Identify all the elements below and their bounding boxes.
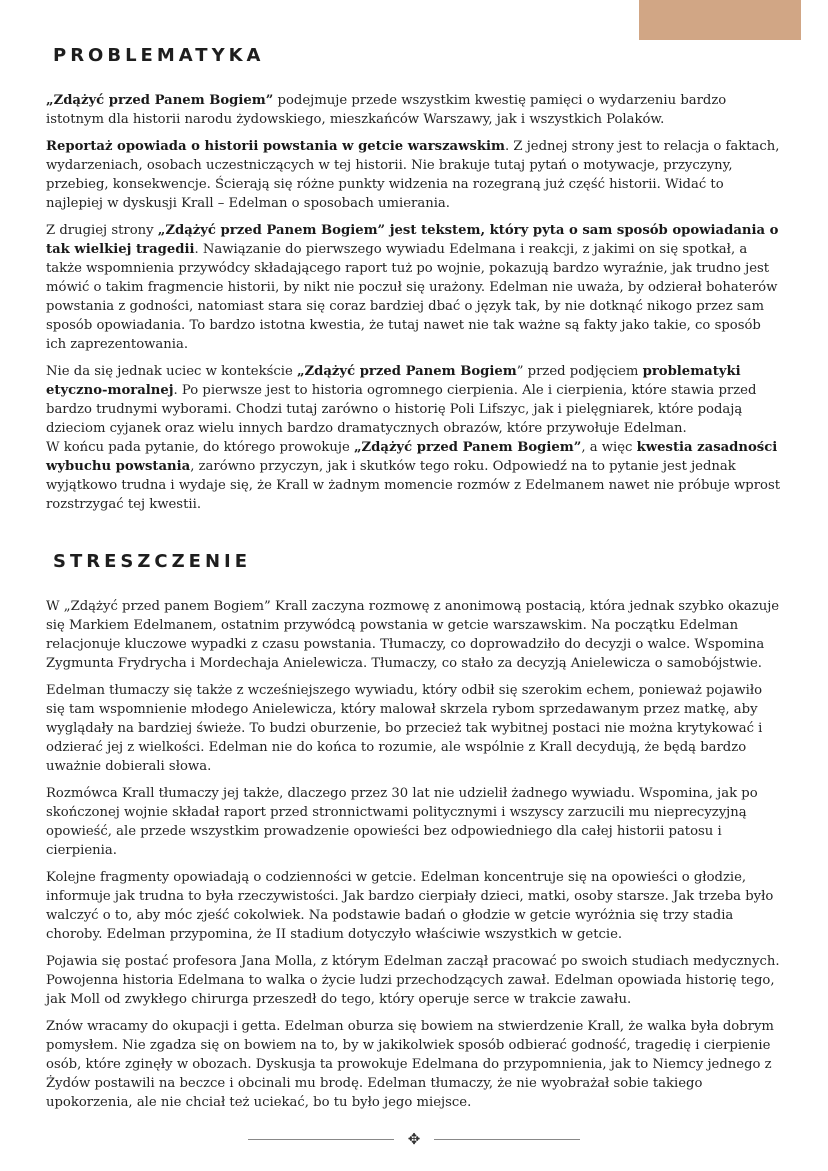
divider-line-right [434, 1139, 580, 1140]
bold-text: „Zdążyć przed Panem Bogiem” [353, 440, 582, 455]
problematyka-paragraph [46, 137, 783, 213]
bold-text: Reportaż opowiada o historii powstania w getcie warszawskim [46, 139, 505, 154]
text-run: . Po pierwsze jest to historia ogromnego cierpienia. Ale i cierpienia, które stawia przed bardzo trudnymi wyborami. Chodzi tutaj zarówno o historię Poli Lifszyc, jak i pielęgniarek, które podają dzieciom cyjanek oraz wielu innych bardzo dramatycznych obrazów, które przywołuje Edelman. [46, 383, 757, 436]
bold-text: problematyki etyczno-moralnej [46, 364, 741, 398]
text-run: , a więc [581, 440, 637, 455]
text-run: . Z jednej strony jest to relacja o faktach, wydarzeniach, osobach uczestniczących w tej historii. Nie brakuje tutaj pytań o motywacje, przyczyny, przebieg, konsekwencje. Ścierają się różne punkty widzenia na rozegraną już część historii. Widać to najlepiej w dyskusji Krall – Edelman o sposobach umierania. [46, 139, 780, 211]
text-run: ” przed podjęciem [516, 364, 643, 379]
problematyka-heading: PROBLEMATYKA [53, 45, 265, 66]
streszczenie-body [46, 597, 783, 1120]
problematyka-paragraph [46, 438, 783, 514]
streszczenie-paragraph: Rozmówca Krall tłumaczy jej także, dlaczego przez 30 lat nie udzielił żadnego wywiadu. Wspomina, jak po skończonej wojnie składał raport przed stronnictwami politycznymi i wszyscy zarzucili mu nieprecyzyjną opowieść, ale przede wszystkim prowadzenie opowieści bez odpowiedniego dla całej historii patosu i cierpienia. [46, 786, 758, 858]
ornament-icon: ✥ [407, 1130, 421, 1148]
bold-text: „Zdążyć przed Panem Bogiem [296, 364, 517, 379]
text-run: podejmuje przede wszystkim kwestię pamięci o wydarzeniu bardzo istotnym dla historii narodu żydowskiego, mieszkańców Warszawy, jak i wszystkich Polaków. [46, 93, 727, 127]
streszczenie-paragraph: Pojawia się postać profesora Jana Molla, z którym Edelman zaczął pracować po swoich studiach medycznych. Powojenna historia Edelmana to walka o życie ludzi przechodzących zawał. Edelman opowiada historię tego, jak Moll od zwykłego chirurga przeszedł do tego, który operuje serce w trakcie zawału. [46, 954, 780, 1007]
problematyka-paragraph [46, 91, 783, 129]
streszczenie-heading: STRESZCZENIE [53, 551, 252, 572]
text-run: Nie da się jednak uciec w kontekście [46, 364, 297, 379]
bold-text: „Zdążyć przed Panem Bogiem” [46, 93, 274, 108]
bold-text: „Zdążyć przed Panem Bogiem” jest tekstem, który pyta o sam sposób opowiadania o tak wielkiej tragedii [46, 223, 779, 257]
divider-line-left [248, 1139, 394, 1140]
corner-accent-block [639, 0, 801, 40]
problematyka-paragraph [46, 221, 783, 354]
streszczenie-paragraph: Znów wracamy do okupacji i getta. Edelman oburza się bowiem na stwierdzenie Krall, że walka była dobrym pomysłem. Nie zgadza się on bowiem na to, by w jakikolwiek sposób odbierać godność, tragedię i cierpienie osób, które zginęły w obozach. Dyskusja ta prowokuje Edelmana do przypomnienia, jak to Niemcy jednego z Żydów postawili na beczce i obcinali mu brodę. Edelman tłumaczy, że nie wyobrażał sobie takiego upokorzenia, ale nie chciał też uciekać, bo tu było jego miejsce. [46, 1019, 774, 1110]
streszczenie-paragraph: Edelman tłumaczy się także z wcześniejszego wywiadu, który odbił się szerokim echem, ponieważ pojawiło się tam wspomnienie młodego Anielewicza, który malował skrzela rybom sprzedawanym przez matkę, aby wyglądały na bardziej świeże. To budzi oburzenie, bo przecież tak wybitnej postaci nie można krytykować i odzierać jej z wielkości. Edelman nie do końca to rozumie, ale wspólnie z Krall decydują, że będą bardzo uważnie dobierali słowa. [46, 683, 763, 774]
text-run: . Nawiązanie do pierwszego wywiadu Edelmana i reakcji, z jakimi on się spotkał, a także wspomnienia przywódcy składającego raport tuż po wojnie, pokazują bardzo wyraźnie, jak trudno jest mówić o takim fragmencie historii, by nikt nie poczuł się urażony. Edelman nie uważa, by odzierał bohaterów powstania z godności, natomiast stara się coraz bardziej dbać o język tak, by nie dotknąć nikogo przez sam sposób opowiadania. To bardzo istotna kwestia, że tutaj nawet nie tak ważne są fakty jako takie, co sposób ich zaprezentowania. [46, 242, 778, 352]
text-run: , zarówno przyczyn, jak i skutków tego roku. Odpowiedź na to pytanie jest jednak wyjątkowo trudna i wydaje się, że Krall w żadnym momencie rozmów z Edelmanem nawet nie próbuje wprost rozstrzygać tej kwestii. [46, 459, 781, 512]
text-run: W końcu pada pytanie, do którego prowokuje [46, 440, 354, 455]
streszczenie-paragraph: W „Zdążyć przed panem Bogiem” Krall zaczyna rozmowę z anonimową postacią, która jednak szybko okazuje się Markiem Edelmanem, ostatnim przywódcą powstania w getcie warszawskim. Na początku Edelman relacjonuje kluczowe wypadki z czasu powstania. Tłumaczy, co doprowadziło do decyzji o walce. Wspomina Zygmunta Frydrycha i Mordechaja Anielewicza. Tłumaczy, co stało za decyzją Anielewicza o samobójstwie. [46, 599, 780, 671]
text-run: Z drugiej strony [46, 223, 158, 238]
streszczenie-paragraph: Kolejne fragmenty opowiadają o codzienności w getcie. Edelman koncentruje się na opowieści o głodzie, informuje jak trudna to była rzeczywistości. Jak bardzo cierpiały dzieci, matki, osoby starsze. Jak trzeba było walczyć o to, aby móc zjeść cokolwiek. Na podstawie badań o głodzie w getcie wyróżnia się trzy stadia choroby. Edelman przypomina, że II stadium dotyczyło właściwie wszystkich w getcie. [46, 870, 774, 942]
problematyka-body [46, 91, 783, 522]
footer-divider [248, 1132, 580, 1146]
bold-text: kwestia zasadności wybuchu powstania [46, 440, 778, 474]
problematyka-paragraph [46, 362, 783, 438]
